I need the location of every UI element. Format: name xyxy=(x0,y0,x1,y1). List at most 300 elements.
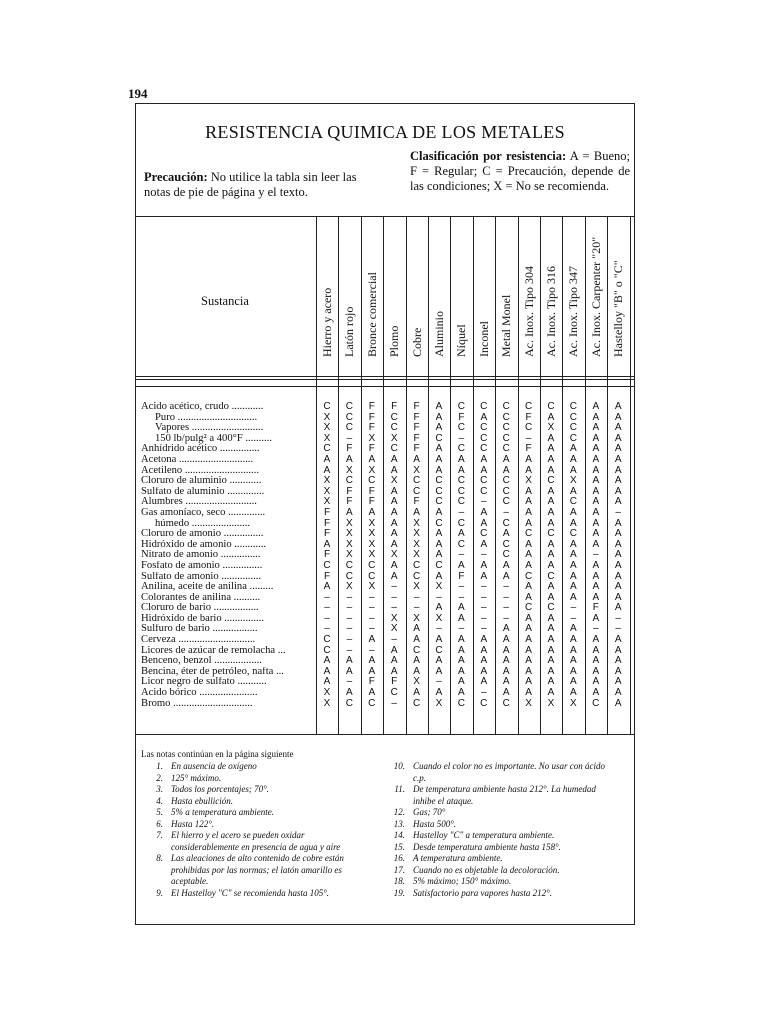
table-row xyxy=(136,561,634,572)
rating-cell: X xyxy=(346,517,353,529)
rating-cell: A xyxy=(458,687,465,699)
header-rule xyxy=(136,376,634,377)
rating-cell: X xyxy=(413,581,420,593)
rating-cell: A xyxy=(502,528,510,540)
rating-cell: A xyxy=(570,687,577,699)
caution-label: Precaución: xyxy=(144,170,208,184)
rating-cell: A xyxy=(480,559,488,571)
rating-cell: A xyxy=(390,559,398,571)
rating-cell: F xyxy=(413,443,420,455)
rating-cell: A xyxy=(323,581,331,593)
rating-cell: F xyxy=(323,549,331,561)
footnote-number: 16. xyxy=(393,853,405,863)
rating-cell: A xyxy=(435,602,443,614)
rating-cell: – xyxy=(324,623,330,635)
rating-cell: – xyxy=(369,591,375,603)
rating-cell: A xyxy=(435,634,443,646)
rating-cell: A xyxy=(525,496,532,508)
metal-header-label: Ac. Inox. Tipo 347 xyxy=(566,265,581,357)
footnote-text: Cuando no es objetable la decoloración. xyxy=(413,864,560,875)
rating-cell: – xyxy=(481,623,487,635)
footnote-text: 5% a temperatura ambiente. xyxy=(171,807,274,817)
footnote xyxy=(143,830,368,853)
rating-cell: – xyxy=(391,634,397,646)
rating-cell: C xyxy=(569,432,577,444)
metal-header xyxy=(585,216,607,376)
rating-cell: C xyxy=(435,559,443,571)
table-row xyxy=(136,646,634,657)
rating-cell: C xyxy=(390,422,398,434)
rating-cell: A xyxy=(592,570,600,582)
rating-cell: A xyxy=(547,665,555,677)
rating-cell: A xyxy=(592,517,600,529)
rating-cell: A xyxy=(525,506,532,518)
substance-name: Anilina, aceite de anilina ......... xyxy=(141,582,274,593)
metal-header-label: Aluminio xyxy=(432,310,446,357)
rating-cell: A xyxy=(390,464,398,476)
rating-cell: A xyxy=(570,464,577,476)
rating-cell: A xyxy=(570,591,577,603)
table-row xyxy=(136,519,634,530)
substance-header: Sustancia xyxy=(201,294,249,308)
rating-cell: A xyxy=(614,485,622,497)
rating-cell: C xyxy=(480,422,488,434)
header-rule-2 xyxy=(136,379,634,380)
rating-cell: A xyxy=(570,623,577,635)
rating-cell: C xyxy=(345,697,353,709)
footnote-number: 14. xyxy=(393,830,405,840)
rating-cell: A xyxy=(547,581,555,593)
rating-cell: C xyxy=(569,401,577,412)
rating-cell: A xyxy=(547,655,555,667)
table-row xyxy=(136,529,634,540)
rating-cell: C xyxy=(480,697,488,709)
rating-cell: C xyxy=(480,432,488,444)
rating-cell: X xyxy=(390,549,398,561)
rating-cell: X xyxy=(323,496,331,508)
rating-cell: A xyxy=(435,464,443,476)
rating-cell: C xyxy=(524,570,533,582)
rating-cell: A xyxy=(480,538,488,550)
rating-cell: F xyxy=(368,401,375,412)
table-row xyxy=(136,635,634,646)
rating-cell: – xyxy=(458,623,465,635)
rating-cell: C xyxy=(435,644,443,656)
rating-cell: A xyxy=(502,687,510,699)
rating-cell: A xyxy=(525,464,532,476)
substance-name: Hidróxido de amonio ............ xyxy=(141,539,267,550)
substance-name: Benceno, benzol .................. xyxy=(141,656,262,667)
rating-cell: A xyxy=(592,655,600,667)
rating-cell: X xyxy=(390,475,398,487)
rating-cell: C xyxy=(390,411,398,423)
rating-cell: C xyxy=(368,475,376,487)
rating-cell: A xyxy=(592,676,600,688)
rating-cell: – xyxy=(391,602,397,614)
rating-cell: A xyxy=(547,453,555,465)
rating-cell: X xyxy=(547,422,555,434)
rating-cell: C xyxy=(547,570,555,582)
caution-note xyxy=(144,170,372,200)
rating-cell: A xyxy=(547,443,555,455)
metal-header-label: Hastelloy "B" o "C" xyxy=(611,260,626,357)
rating-cell: C xyxy=(323,401,331,412)
table-row xyxy=(136,444,634,455)
rating-cell: A xyxy=(323,453,331,465)
rating-cell: A xyxy=(458,644,465,656)
rating-cell: A xyxy=(592,432,600,444)
rating-cell: – xyxy=(436,623,442,635)
rating-cell: A xyxy=(525,485,532,497)
rating-cell: A xyxy=(614,676,622,688)
table-row xyxy=(136,423,634,434)
rating-cell: – xyxy=(481,612,487,624)
rating-cell: A xyxy=(368,687,376,699)
rating-cell: A xyxy=(525,644,532,656)
substance-name: Bromo .............................. xyxy=(141,698,253,709)
rating-cell: C xyxy=(524,528,533,540)
footnote xyxy=(385,807,610,819)
rating-cell: X xyxy=(570,697,577,709)
rating-cell: A xyxy=(390,570,398,582)
metal-header xyxy=(316,216,338,376)
rating-cell: F xyxy=(592,602,599,614)
rating-cell: A xyxy=(592,422,600,434)
rating-cell: X xyxy=(368,528,376,540)
rating-cell: A xyxy=(435,538,443,550)
classification-legend xyxy=(410,149,630,194)
caution-text: No utilice la tabla sin leer las notas de pie de página y el texto. xyxy=(144,170,357,199)
rating-cell: A xyxy=(547,559,555,571)
rating-cell: A xyxy=(368,634,376,646)
footnote-text: En ausencia de oxígeno xyxy=(171,761,257,771)
rating-cell: A xyxy=(614,644,622,656)
table-row xyxy=(136,497,634,508)
rating-cell: F xyxy=(391,401,398,412)
footnote-text: El Hastelloy "C" se recomienda hasta 105°. xyxy=(171,887,330,898)
footnote-number: 11. xyxy=(394,784,405,794)
rating-cell: C xyxy=(435,496,443,508)
metal-header xyxy=(562,216,584,376)
notes-left-column xyxy=(143,761,368,899)
rating-cell: – xyxy=(525,432,532,444)
rating-cell: – xyxy=(413,591,420,603)
rating-cell: A xyxy=(614,422,622,434)
rating-cell: A xyxy=(458,665,465,677)
rating-cell: A xyxy=(525,612,532,624)
rating-cell: A xyxy=(570,644,577,656)
table-row xyxy=(136,476,634,487)
rating-cell: A xyxy=(525,559,532,571)
substance-name: Cerveza ............................. xyxy=(141,635,256,646)
footnote-text: Hasta 122°. xyxy=(171,818,215,829)
footnote xyxy=(143,773,368,785)
footnote xyxy=(143,761,368,773)
rating-cell: A xyxy=(525,623,532,635)
rating-cell: A xyxy=(525,634,532,646)
footnote-text: Desde temperatura ambiente hasta 158°. xyxy=(413,841,561,852)
rating-cell: A xyxy=(390,665,398,677)
rating-cell: A xyxy=(570,634,577,646)
metal-header xyxy=(540,216,562,376)
metal-header-label: Ac. Inox. Carpenter "20" xyxy=(588,236,603,357)
footnote-number: 10. xyxy=(393,761,405,771)
footnote-number: 4. xyxy=(156,795,163,806)
rating-cell: – xyxy=(436,591,442,603)
rating-cell: A xyxy=(614,401,622,412)
rating-cell: F xyxy=(413,432,420,444)
rating-cell: – xyxy=(503,581,509,593)
rating-cell: F xyxy=(413,411,420,423)
rating-cell: A xyxy=(570,559,577,571)
rating-cell: A xyxy=(390,644,398,656)
rating-cell: – xyxy=(503,602,509,614)
rating-cell: C xyxy=(435,485,443,497)
rating-cell: C xyxy=(480,401,488,412)
rating-cell: A xyxy=(592,581,600,593)
rating-cell: C xyxy=(323,634,331,646)
rating-cell: A xyxy=(592,411,600,423)
rating-cell: C xyxy=(368,570,376,582)
rating-cell: A xyxy=(435,687,443,699)
rating-cell: A xyxy=(592,634,600,646)
header-rule-3 xyxy=(136,386,634,387)
metal-header-label: Ac. Inox. Tipo 316 xyxy=(544,265,558,357)
rating-cell: A xyxy=(614,591,622,603)
rating-cell: A xyxy=(525,676,532,688)
rating-cell: A xyxy=(570,655,577,667)
rating-cell: A xyxy=(435,570,443,582)
rating-cell: A xyxy=(525,687,532,699)
footnote-number: 17. xyxy=(393,864,405,875)
rating-cell: A xyxy=(570,570,577,582)
rating-cell: – xyxy=(436,676,442,688)
substance-name: Sulfato de amonio ............... xyxy=(141,571,262,582)
rating-cell: A xyxy=(502,623,510,635)
rating-cell: A xyxy=(458,464,465,476)
rating-cell: A xyxy=(323,464,331,476)
rating-cell: C xyxy=(457,697,465,709)
rating-cell: A xyxy=(614,602,622,614)
rating-cell: C xyxy=(390,687,398,699)
rating-cell: A xyxy=(614,549,622,561)
rating-cell: – xyxy=(481,687,487,699)
rating-cell: – xyxy=(369,602,375,614)
footnote xyxy=(143,819,368,831)
rating-cell: C xyxy=(569,496,577,508)
rating-cell: A xyxy=(614,528,622,540)
rating-cell: A xyxy=(502,655,510,667)
footnote-number: 8. xyxy=(156,853,163,863)
classification-text: A = Bueno; F = Regular; C = Precaución, depende de las condiciones; X = No se recomienda. xyxy=(410,149,630,193)
footnote-text: Gas; 70° xyxy=(413,807,446,817)
rating-cell: – xyxy=(503,591,509,603)
rating-cell: – xyxy=(346,634,353,646)
rating-cell: A xyxy=(502,665,510,677)
substance-name: Hidróxido de bario ............... xyxy=(141,613,264,624)
rating-cell: C xyxy=(547,528,555,540)
metal-header xyxy=(361,216,383,376)
footnote xyxy=(143,796,368,808)
table-row xyxy=(136,582,634,593)
footnote-text: Satisfactorio para vapores hasta 212°. xyxy=(413,887,553,898)
substance-name: 150 lb/pulg² a 400°F .......... xyxy=(155,433,272,444)
rating-cell: A xyxy=(547,634,555,646)
footnote xyxy=(143,807,368,819)
metal-header xyxy=(383,216,405,376)
rating-cell: C xyxy=(345,475,353,487)
rating-cell: C xyxy=(412,697,421,709)
rating-cell: A xyxy=(592,496,600,508)
rating-cell: – xyxy=(324,612,330,624)
rating-cell: C xyxy=(345,570,353,582)
table-row xyxy=(136,667,634,678)
rating-cell: A xyxy=(592,506,600,518)
table-row xyxy=(136,455,634,466)
rating-cell: X xyxy=(413,464,420,476)
rating-cell: – xyxy=(570,612,577,624)
metal-header-label: Ac. Inox. Tipo 304 xyxy=(521,265,536,357)
rating-cell: C xyxy=(480,485,488,497)
table-row xyxy=(136,593,634,604)
rating-cell: F xyxy=(346,496,353,508)
rating-cell: X xyxy=(368,432,376,444)
table-row xyxy=(136,434,634,445)
rating-cell: A xyxy=(614,581,622,593)
rating-cell: A xyxy=(570,517,577,529)
rating-cell: C xyxy=(502,443,510,455)
substance-name: Acido bórico ...................... xyxy=(141,688,258,699)
rating-cell: A xyxy=(323,676,331,688)
rating-cell: C xyxy=(457,443,465,455)
table-row xyxy=(136,603,634,614)
metal-header xyxy=(495,216,517,376)
rating-cell: A xyxy=(502,453,510,465)
rating-cell: – xyxy=(481,581,487,593)
rating-cell: A xyxy=(435,655,443,667)
metal-header xyxy=(473,216,495,376)
rating-cell: C xyxy=(569,411,577,423)
footnote-number: 2. xyxy=(156,772,163,783)
rating-cell: A xyxy=(458,655,465,667)
rating-cell: A xyxy=(346,655,353,667)
rating-cell: C xyxy=(480,443,488,455)
substance-name: Sulfuro de bario ................. xyxy=(141,624,258,635)
rating-cell: – xyxy=(481,496,487,508)
rating-cell: A xyxy=(570,453,577,465)
rating-cell: C xyxy=(480,528,488,540)
rating-cell: C xyxy=(502,538,510,550)
table-row xyxy=(136,487,634,498)
rating-cell: F xyxy=(525,411,532,423)
rating-cell: X xyxy=(346,528,353,540)
rating-cell: – xyxy=(481,549,487,561)
rating-cell: A xyxy=(592,687,600,699)
rating-cell: C xyxy=(435,432,443,444)
rating-cell: X xyxy=(413,549,420,561)
rating-cell: – xyxy=(458,432,465,444)
rating-cell: A xyxy=(458,612,465,624)
footnote-number: 6. xyxy=(156,818,163,829)
rating-cell: A xyxy=(368,506,376,518)
rating-cell: A xyxy=(525,581,532,593)
rating-cell: X xyxy=(413,676,420,688)
rating-cell: C xyxy=(457,485,465,497)
rating-cell: C xyxy=(547,401,555,412)
rating-cell: A xyxy=(614,665,622,677)
rating-cell: A xyxy=(435,411,443,423)
rating-cell: C xyxy=(412,485,421,497)
rating-cell: F xyxy=(525,443,532,455)
metal-header-label: Inconel xyxy=(476,321,491,357)
rating-cell: A xyxy=(390,517,398,529)
table-row xyxy=(136,656,634,667)
rating-cell: A xyxy=(435,401,443,412)
substance-name: Bencina, éter de petróleo, nafta ... xyxy=(141,666,284,677)
rating-cell: A xyxy=(547,517,555,529)
rating-cell: X xyxy=(390,612,398,624)
rating-cell: A xyxy=(435,506,443,518)
metal-header xyxy=(450,216,472,376)
substance-name: Licores de azúcar de remolacha ... xyxy=(141,645,286,656)
chart-frame xyxy=(135,103,635,925)
rating-cell: A xyxy=(592,644,600,656)
table-row xyxy=(136,572,634,583)
rating-cell: A xyxy=(480,464,488,476)
rating-cell: A xyxy=(323,665,331,677)
rating-cell: – xyxy=(369,644,375,656)
rating-cell: A xyxy=(525,665,532,677)
substance-name: Acido acético, crudo ............ xyxy=(141,402,264,412)
rating-cell: A xyxy=(592,591,600,603)
rating-cell: A xyxy=(547,676,555,688)
substance-name: Anhídrido acético ............... xyxy=(141,444,260,455)
rating-cell: X xyxy=(346,549,353,561)
rating-cell: A xyxy=(592,475,600,487)
substance-name: Cloruro de bario ................. xyxy=(141,603,259,614)
rating-cell: A xyxy=(614,432,622,444)
rating-cell: C xyxy=(502,549,510,561)
substance-name: Cloruro de amonio ............... xyxy=(141,529,264,540)
table-row xyxy=(136,624,634,635)
rating-cell: – xyxy=(615,506,621,518)
rating-cell: C xyxy=(524,422,533,434)
rating-cell: X xyxy=(390,623,398,635)
rating-cell: A xyxy=(502,464,510,476)
footnote-number: 13. xyxy=(393,818,405,829)
rating-cell: F xyxy=(323,517,331,529)
footnote xyxy=(385,842,610,854)
rating-cell: A xyxy=(614,443,622,455)
rating-cell: A xyxy=(502,676,510,688)
metal-header-label: Níquel xyxy=(454,324,469,357)
rating-cell: – xyxy=(413,602,420,614)
rating-cell: A xyxy=(614,687,622,699)
rating-cell: – xyxy=(346,612,353,624)
rating-cell: C xyxy=(368,559,376,571)
rating-cell: A xyxy=(547,496,555,508)
rating-cell: A xyxy=(502,559,510,571)
rating-cell: X xyxy=(435,697,443,709)
rating-cell: F xyxy=(368,443,375,455)
rating-cell: X xyxy=(547,697,555,709)
rating-cell: X xyxy=(525,475,532,487)
rating-cell: C xyxy=(412,475,421,487)
rating-cell: – xyxy=(503,612,509,624)
substance-name: Licor negro de sulfato ........... xyxy=(141,677,267,688)
rating-cell: A xyxy=(614,496,622,508)
rating-cell: A xyxy=(547,644,555,656)
